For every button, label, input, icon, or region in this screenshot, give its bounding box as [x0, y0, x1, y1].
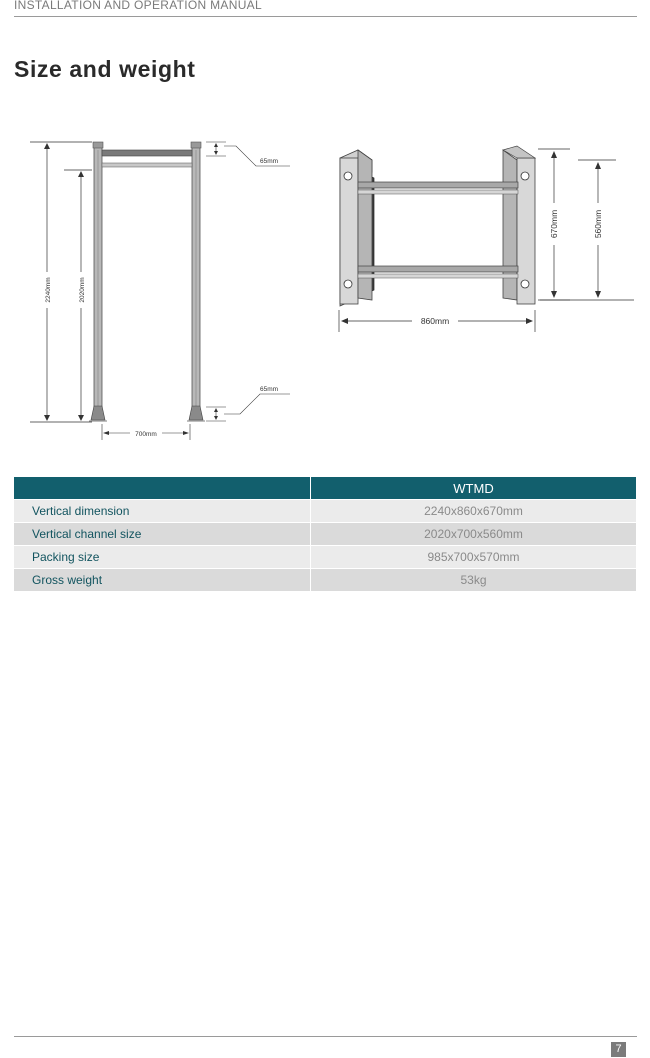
page-number: 7 — [611, 1042, 626, 1057]
row-label: Vertical dimension — [14, 500, 311, 523]
page-title: Size and weight — [14, 56, 196, 82]
footer-divider — [14, 1036, 637, 1037]
side-inner-depth-label: 560mm — [593, 209, 603, 239]
front-bottom-offset-label: 65mm — [260, 386, 279, 393]
row-label: Packing size — [14, 546, 311, 569]
side-width-label: 860mm — [420, 316, 450, 326]
table-row — [14, 569, 636, 592]
row-value: 53kg — [311, 569, 637, 592]
manual-header-title: INSTALLATION AND OPERATION MANUAL — [14, 0, 262, 12]
row-value: 2240x860x670mm — [311, 500, 637, 523]
table-row — [14, 500, 636, 523]
table-header-model: WTMD — [311, 477, 637, 500]
table-row — [14, 523, 636, 546]
side-view-diagram — [339, 146, 634, 332]
specification-table — [14, 477, 636, 591]
row-label: Vertical channel size — [14, 523, 311, 546]
table-row — [14, 546, 636, 569]
front-channel-height-label: 2020mm — [79, 277, 86, 303]
front-channel-width-label: 700mm — [135, 431, 157, 438]
table-header-label — [14, 477, 311, 500]
front-total-height-label: 2240mm — [45, 277, 52, 303]
front-top-offset-label: 65mm — [260, 158, 279, 165]
row-value: 2020x700x560mm — [311, 523, 637, 546]
front-view-diagram — [30, 142, 290, 440]
dimension-diagrams — [0, 0, 650, 450]
side-outer-depth-label: 670mm — [549, 209, 559, 239]
table-header-row — [14, 477, 636, 500]
row-label: Gross weight — [14, 569, 311, 592]
row-value: 985x700x570mm — [311, 546, 637, 569]
